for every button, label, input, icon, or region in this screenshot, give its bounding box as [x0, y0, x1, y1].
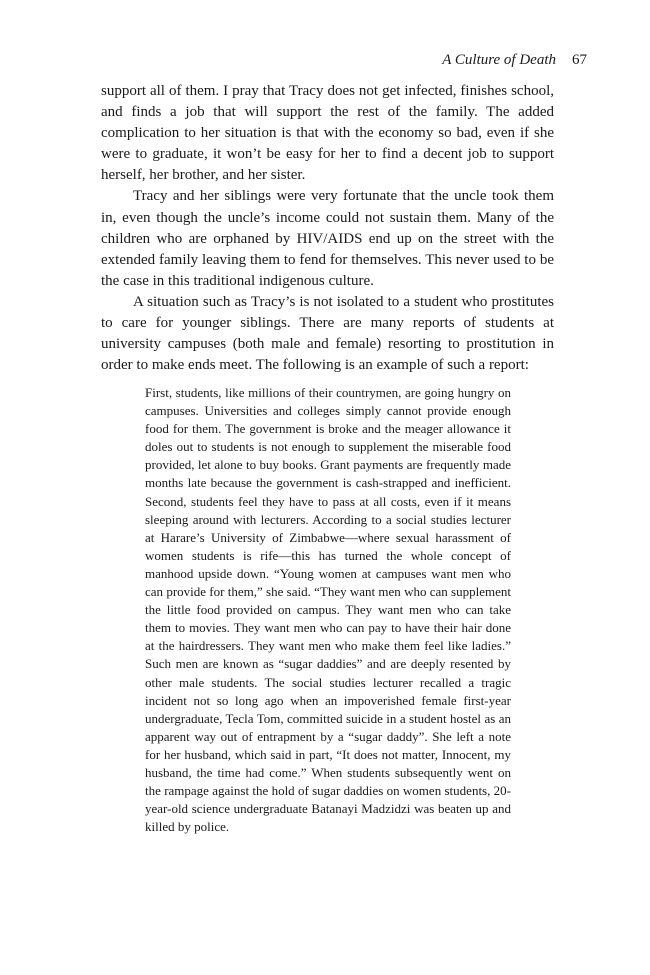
block-quote: First, students, like millions of their countrymen, are going hungry on campuses. Universities and colleges simply cannot provide enough food for them. The government is broke and the meager allowance it doles out to students is not enough to supplement the miserable food provided, let alone to buy books. Grant payments are frequently made months late because the government is cash-strapped and inefficient. Second, students feel they have to pass at all costs, even if it means sleeping around with lecturers. According to a social studies lecturer at Harare’s University of Zimbabwe—where sexual harassment of women students is rife—this has turned the whole concept of manhood upside down. “Young women at campuses want men who can provide for them,” she said. “They want men who can supplement the little food provided on campus. They want men who can take them to movies. They want men who can pay to have their hair done at the hairdressers. They want men who make them feel like ladies.” Such men are known as “sugar daddies” and are deeply resented by other male students. The social studies lecturer recalled a tragic incident not so long ago when an impoverished female first-year undergraduate, Tecla Tom, committed suicide in a student hostel as an apparent way out of entrapment by a “sugar daddy”. She left a note for her husband, which said in part, “It does not matter, Innocent, my husband, the time had come.” When students subsequently went on the rampage against the hold of sugar daddies on women students, 20-year-old science undergraduate Batanayi Madzidzi was beaten up and killed by police.: [145, 385, 511, 835]
paragraph-situation: A situation such as Tracy’s is not isolated to a student who prostitutes to care for younger siblings. There are many reports of students at university campuses (both male and female) resorting to prostitution in order to make ends meet. The following is an example of such a report:: [101, 293, 554, 374]
running-head: [442, 50, 587, 70]
page-number: 67: [572, 52, 587, 68]
paragraph-tracy-siblings: Tracy and her siblings were very fortunate that the uncle took them in, even though the uncle’s income could not sustain them. Many of the children who are orphaned by HIV/AIDS end up on the street with the extended family leaving them to fend for themselves. This never used to be the case in this traditional indigenous culture.: [101, 188, 554, 289]
body-text: [101, 81, 554, 376]
paragraph-continued: support all of them. I pray that Tracy does not get infected, finishes school, and finds a job that will support the rest of the family. The added complication to her situation is that with the economy so bad, even if she were to graduate, it won’t be easy for her to find a decent job to support herself, her brother, and her sister.: [101, 83, 554, 184]
running-head-title: A Culture of Death: [442, 52, 556, 68]
